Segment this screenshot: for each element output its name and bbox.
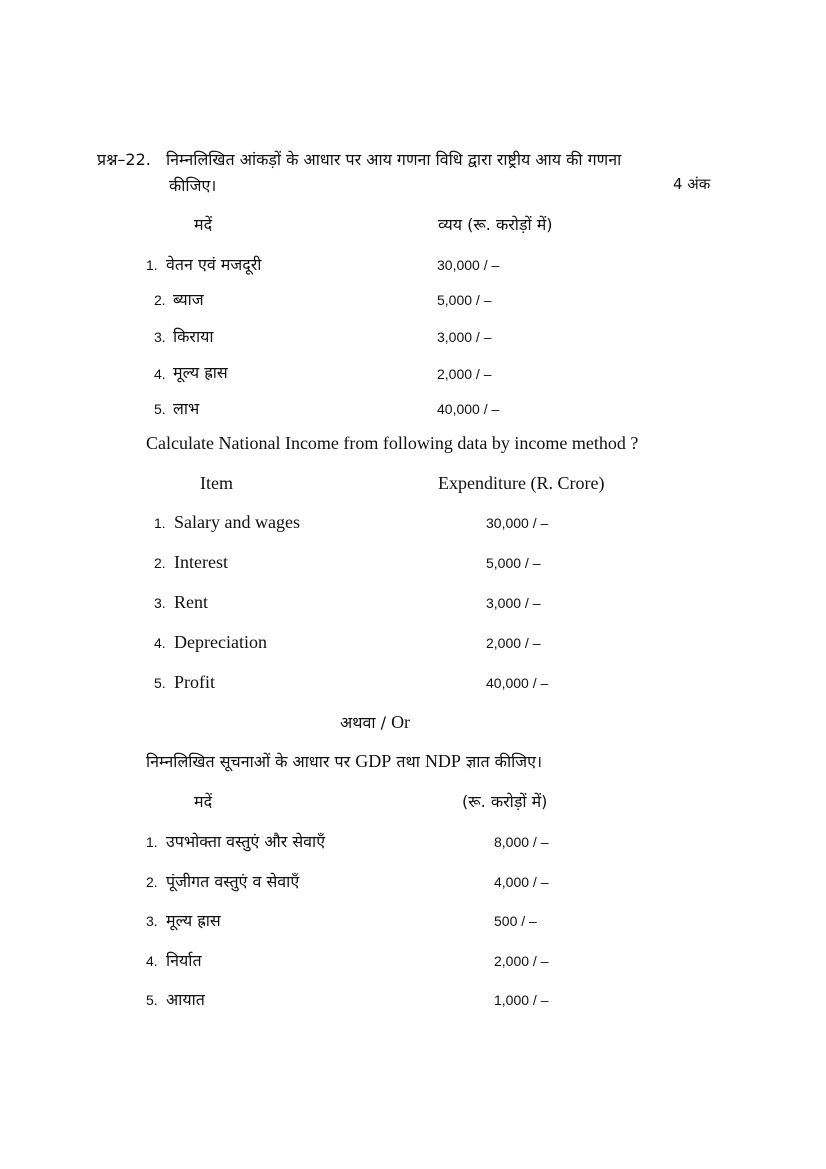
table-alt-row-item: आयात [166, 990, 205, 1009]
table-alt-row-num: 1. [146, 834, 158, 850]
table-alt-row-num: 3. [146, 913, 158, 929]
table-hi-row-value: 5,000 / – [437, 292, 492, 308]
table-en-row-num: 2. [154, 555, 166, 571]
table-hi-row-value: 30,000 / – [437, 257, 500, 273]
question-marks: 4 अंक [673, 175, 711, 193]
table-hi-row-num: 1. [146, 257, 158, 273]
table-alt-row-value: 4,000 / – [494, 874, 549, 890]
table-hi-row-item: वेतन एवं मजदूरी [166, 255, 262, 274]
table-alt-row-item: उपभोक्ता वस्तुएं और सेवाएँ [166, 832, 326, 851]
table-alt-col-value: (रू. करोड़ों में) [462, 792, 548, 811]
table-hi-row-value: 2,000 / – [437, 366, 492, 382]
table-en-row-item: Profit [174, 672, 216, 692]
table-hi-row-num: 2. [154, 292, 166, 308]
table-alt-row-value: 2,000 / – [494, 953, 549, 969]
table-en-row-value: 3,000 / – [486, 595, 541, 611]
table-hi-row-num: 3. [154, 329, 166, 345]
table-en-row-item: Interest [174, 552, 228, 572]
table-hi-row-num: 5. [154, 401, 166, 417]
alt-question-part3: ज्ञात कीजिए। [466, 752, 543, 771]
table-en-row-num: 3. [154, 595, 166, 611]
table-en-row-num: 4. [154, 635, 166, 651]
table-en-col-item: Item [200, 473, 233, 493]
table-hi-col-item: मदें [194, 215, 213, 234]
table-alt-row-num: 4. [146, 953, 158, 969]
or-en: Or [391, 712, 411, 732]
alt-question-gdp: GDP [355, 751, 392, 771]
table-alt-row-num: 5. [146, 992, 158, 1008]
question-text-line1: निम्नलिखित आंकड़ों के आधार पर आय गणना विधि द्वारा राष्ट्रीय आय की गणना [166, 150, 622, 169]
table-alt-row-value: 500 / – [494, 913, 537, 929]
table-en-row-num: 1. [154, 515, 166, 531]
table-hi-row-item: किराया [173, 327, 214, 346]
or-separator [340, 711, 410, 733]
table-hi-row-item: लाभ [173, 399, 200, 418]
table-hi-row-value: 3,000 / – [437, 329, 492, 345]
table-en-col-value: Expenditure (R. Crore) [438, 473, 605, 493]
table-hi-row-item: ब्याज [173, 290, 204, 309]
table-hi-row-num: 4. [154, 366, 166, 382]
table-en-row-value: 2,000 / – [486, 635, 541, 651]
alt-question-part2: तथा [396, 752, 420, 771]
table-en-row-value: 5,000 / – [486, 555, 541, 571]
question-en: Calculate National Income from following data by income method ? [146, 433, 639, 453]
alt-question-part1: निम्नलिखित सूचनाओं के आधार पर [146, 752, 351, 771]
question-text-line2: कीजिए। [169, 176, 217, 195]
table-en-row-value: 40,000 / – [486, 675, 549, 691]
table-alt-row-item: पूंजीगत वस्तुएं व सेवाएँ [166, 872, 300, 891]
table-hi-col-value: व्यय (रू. करोड़ों में) [438, 215, 553, 234]
table-alt-col-item: मदें [194, 792, 213, 811]
table-en-row-item: Depreciation [174, 632, 267, 652]
table-alt-row-item: मूल्य ह्रास [166, 911, 221, 930]
table-hi-row-value: 40,000 / – [437, 401, 500, 417]
table-en-row-item: Rent [174, 592, 208, 612]
table-en-row-num: 5. [154, 675, 166, 691]
table-alt-row-item: निर्यात [166, 951, 202, 970]
table-alt-row-value: 8,000 / – [494, 834, 549, 850]
question-label: प्रश्न–22. [97, 150, 151, 169]
alt-question-ndp: NDP [424, 751, 461, 771]
table-alt-row-num: 2. [146, 874, 158, 890]
table-en-row-item: Salary and wages [174, 512, 300, 532]
table-alt-row-value: 1,000 / – [494, 992, 549, 1008]
or-hi: अथवा / [340, 713, 386, 732]
table-hi-row-item: मूल्य ह्रास [173, 363, 228, 382]
table-en-row-value: 30,000 / – [486, 515, 549, 531]
alt-question [146, 750, 542, 772]
